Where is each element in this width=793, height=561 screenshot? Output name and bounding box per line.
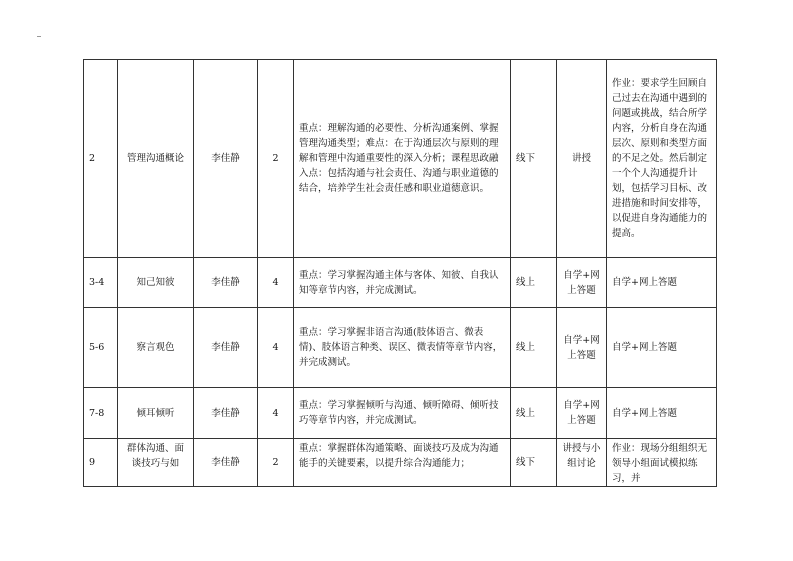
table-row: [84, 388, 717, 439]
method-cell: 自学+网上答题: [557, 388, 607, 439]
mode-cell: 线上: [511, 258, 557, 308]
assignment-cell: 自学+网上答题: [607, 388, 717, 439]
topic-cell: 管理沟通概论: [118, 60, 194, 258]
teacher-cell: 李佳静: [194, 60, 258, 258]
content-cell: 重点：掌握群体沟通策略、面谈技巧及成为沟通能手的关键要素，以提升综合沟通能力；: [294, 439, 511, 487]
topic-cell: 倾耳倾听: [118, 388, 194, 439]
assignment-cell: 作业：要求学生回顾自己过去在沟通中遇到的问题或挑战，结合所学内容，分析自身在沟通层次、原则和类型方面的不足之处。然后制定一个个人沟通提升计划，包括学习目标、改进措施和时间安排等，以促进自身沟通能力的提高。: [607, 60, 717, 258]
hours-cell: 4: [258, 308, 294, 388]
table-row: [84, 60, 717, 258]
topic-cell: 群体沟通、面谈技巧与如: [118, 439, 194, 487]
teacher-cell: 李佳静: [194, 388, 258, 439]
mode-cell: 线下: [511, 439, 557, 487]
teacher-cell: 李佳静: [194, 439, 258, 487]
table-row: [84, 439, 717, 487]
mode-cell: 线上: [511, 308, 557, 388]
course-schedule-table: [83, 59, 717, 487]
teacher-cell: 李佳静: [194, 308, 258, 388]
content-cell: 重点：学习掌握非语言沟通(肢体语言、微表情)、肢体语言种类、误区、微表情等章节内容，并完成测试。: [294, 308, 511, 388]
hours-cell: 4: [258, 388, 294, 439]
week-cell: 7-8: [84, 388, 118, 439]
mode-cell: 线上: [511, 388, 557, 439]
topic-cell: 知己知彼: [118, 258, 194, 308]
table-row: [84, 308, 717, 388]
week-cell: 9: [84, 439, 118, 487]
method-cell: 自学+网上答题: [557, 308, 607, 388]
assignment-cell: 作业：现场分组组织无领导小组面试模拟练习，并: [607, 439, 717, 487]
week-cell: 5-6: [84, 308, 118, 388]
hours-cell: 2: [258, 60, 294, 258]
week-cell: 3-4: [84, 258, 118, 308]
scan-mark: [37, 36, 41, 37]
method-cell: 自学+网上答题: [557, 258, 607, 308]
hours-cell: 4: [258, 258, 294, 308]
mode-cell: 线下: [511, 60, 557, 258]
method-cell: 讲授与小组讨论: [557, 439, 607, 487]
assignment-cell: 自学+网上答题: [607, 308, 717, 388]
content-cell: 重点：理解沟通的必要性、分析沟通案例、掌握管理沟通类型；难点：在于沟通层次与原则的理解和管理中沟通重要性的深入分析；课程思政融入点：包括沟通与社会责任、沟通与职业道德的结合，培养学生社会责任感和职业道德意识。: [294, 60, 511, 258]
table-row: [84, 258, 717, 308]
teacher-cell: 李佳静: [194, 258, 258, 308]
assignment-cell: 自学+网上答题: [607, 258, 717, 308]
week-cell: 2: [84, 60, 118, 258]
hours-cell: 2: [258, 439, 294, 487]
content-cell: 重点：学习掌握沟通主体与客体、知彼、自我认知等章节内容，并完成测试。: [294, 258, 511, 308]
method-cell: 讲授: [557, 60, 607, 258]
topic-cell: 察言观色: [118, 308, 194, 388]
content-cell: 重点：学习掌握倾听与沟通、倾听障碍、倾听技巧等章节内容，并完成测试。: [294, 388, 511, 439]
